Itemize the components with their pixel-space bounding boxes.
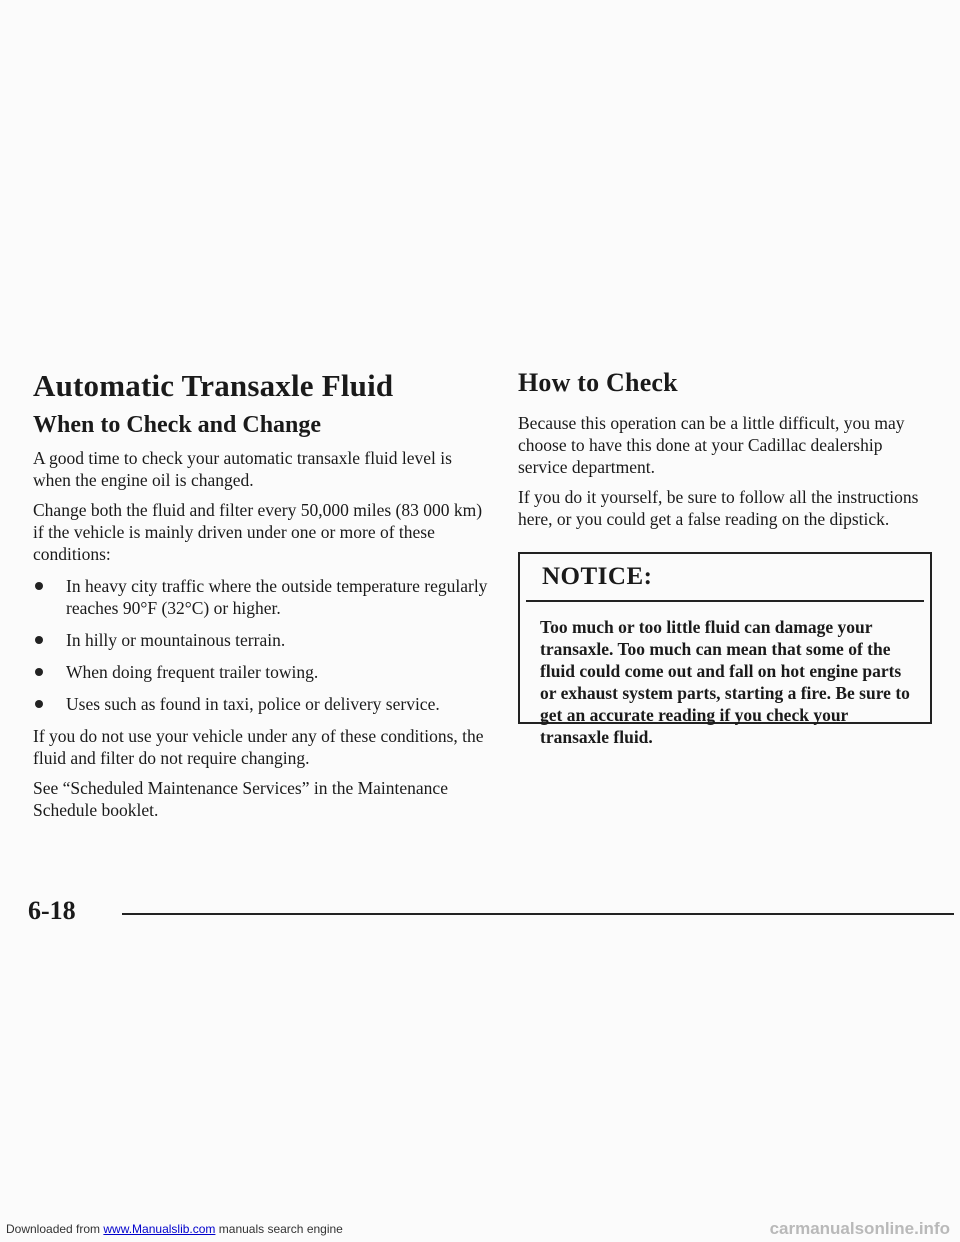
notice-box [518, 552, 932, 747]
list-item [33, 575, 493, 619]
download-notice [6, 1222, 343, 1236]
download-prefix: Downloaded from [6, 1222, 104, 1236]
right-column [518, 368, 932, 747]
subsection-title: When to Check and Change [33, 412, 322, 438]
how-to-check-title: How to Check [518, 368, 678, 397]
page-number: 6-18 [28, 896, 76, 925]
conditions-list [33, 575, 493, 715]
list-item [33, 629, 493, 651]
download-suffix: manuals search engine [215, 1222, 343, 1236]
list-item-text: In hilly or mountainous terrain. [66, 630, 286, 650]
watermark: carmanualsonline.info [769, 1219, 950, 1238]
page-footer [28, 896, 928, 926]
bullet-icon [35, 636, 43, 644]
paragraph-change-interval: Change both the fluid and filter every 50,000 miles (83 000 km) if the vehicle is mainly driven under one or more of these conditions: [33, 500, 483, 564]
paragraph-difficulty: Because this operation can be a little difficult, you may choose to have this done at your Cadillac dealership service department. [518, 413, 905, 477]
bullet-icon [35, 700, 43, 708]
section-title: Automatic Transaxle Fluid [33, 368, 394, 403]
list-item [33, 661, 493, 683]
paragraph-when-to-check: A good time to check your automatic transaxle fluid level is when the engine oil is changed. [33, 448, 452, 490]
list-item-text: When doing frequent trailer towing. [66, 662, 319, 682]
bullet-icon [35, 582, 43, 590]
paragraph-instructions: If you do it yourself, be sure to follow all the instructions here, or you could get a false reading on the dipstick. [518, 487, 919, 529]
footer-rule [122, 913, 954, 915]
left-column [33, 368, 493, 821]
list-item-text: In heavy city traffic where the outside temperature regularly reaches 90°F (32°C) or higher. [66, 576, 488, 618]
bullet-icon [35, 668, 43, 676]
notice-header [526, 554, 924, 602]
notice-text: Too much or too little fluid can damage your transaxle. Too much can mean that some of the fluid could come out and fall on hot engine parts or exhaust system parts, starting a fire. Be sure to get an accurate reading if you check your transaxle fluid. [540, 617, 910, 747]
list-item-text: Uses such as found in taxi, police or delivery service. [66, 694, 440, 714]
notice-label: NOTICE: [542, 563, 653, 590]
list-item [33, 693, 493, 715]
paragraph-see-schedule: See “Scheduled Maintenance Services” in the Maintenance Schedule booklet. [33, 778, 448, 820]
manualslib-link[interactable]: www.Manualslib.com [103, 1222, 216, 1236]
paragraph-no-change: If you do not use your vehicle under any of these conditions, the fluid and filter do not require changing. [33, 726, 484, 768]
